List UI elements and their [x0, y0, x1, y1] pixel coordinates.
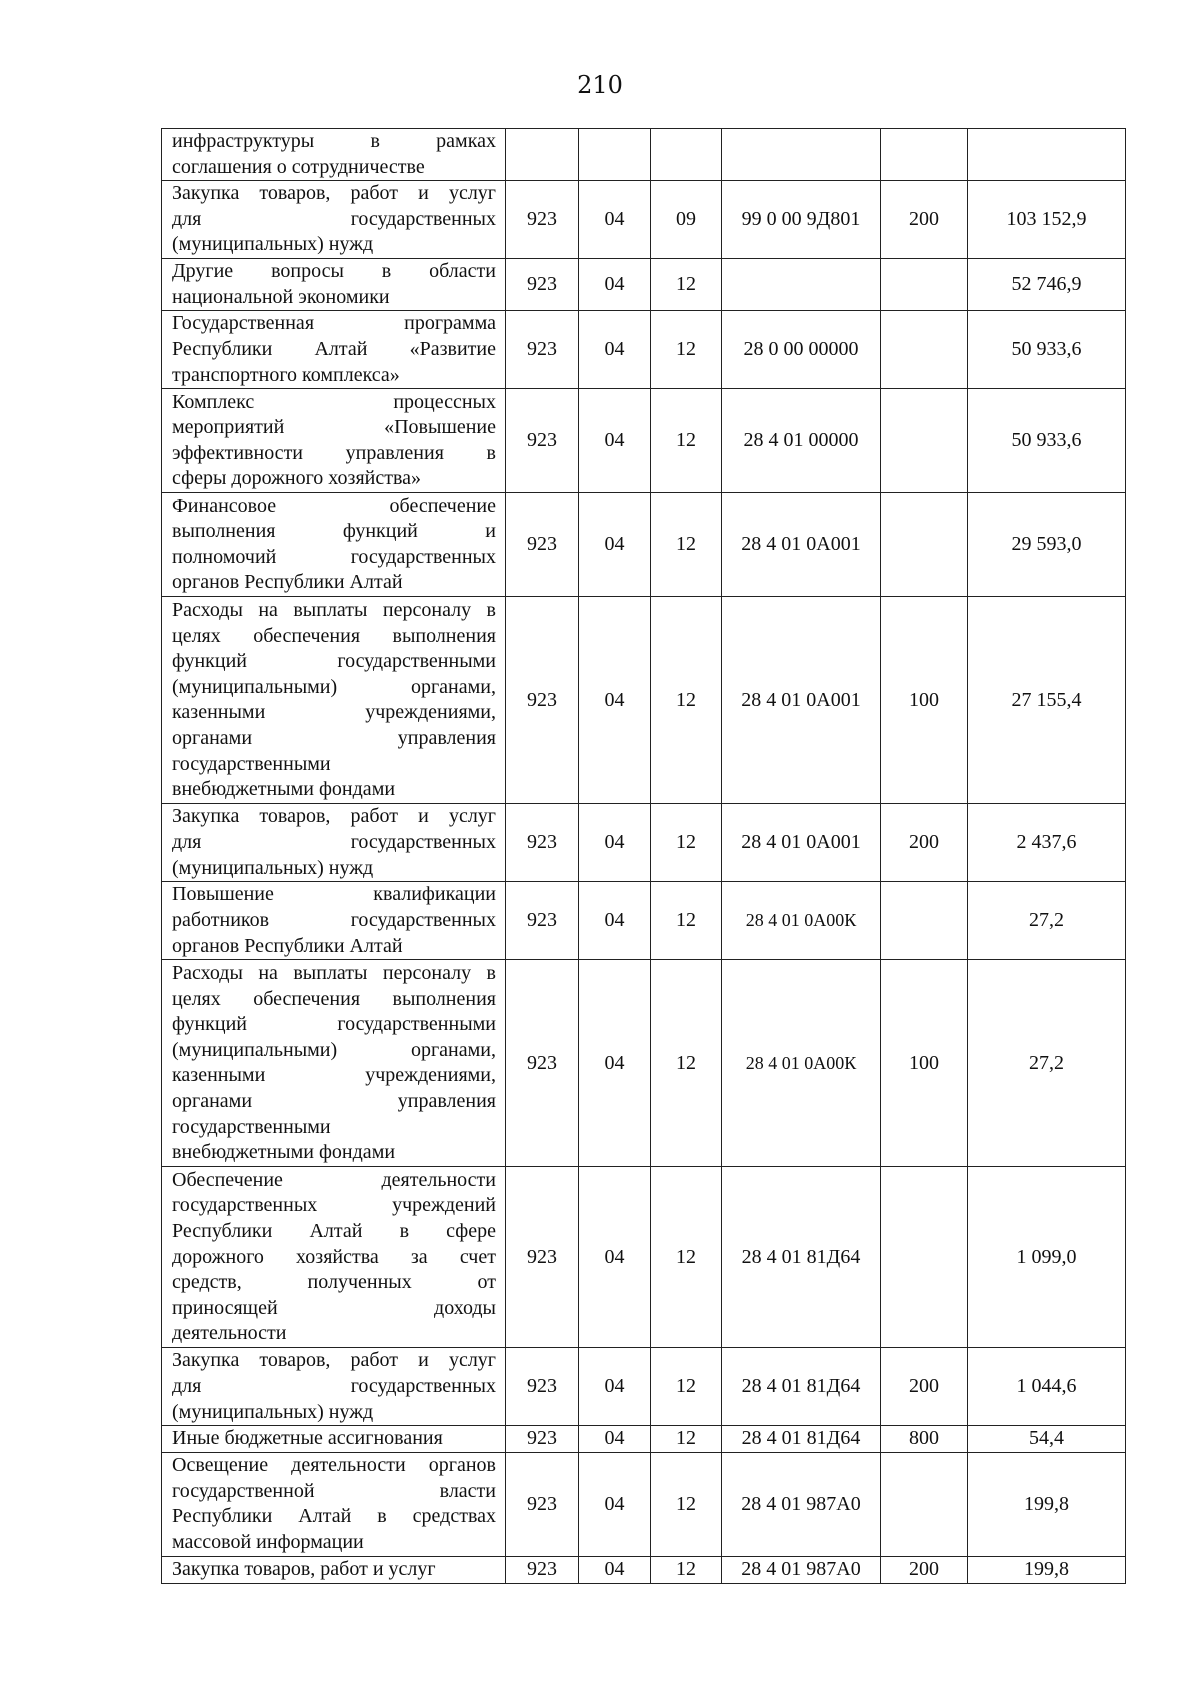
cell-target-article: 28 4 01 987А0	[722, 1452, 881, 1556]
description-line: органами управления	[172, 726, 496, 749]
row-description	[162, 597, 506, 804]
cell-admin-code: 923	[506, 311, 579, 389]
cell-section	[579, 129, 651, 181]
cell-amount: 103 152,9	[968, 181, 1126, 259]
description-line: Закупка товаров, работ и услуг	[172, 1349, 496, 1372]
table-row	[162, 493, 1126, 597]
description-line: Республики Алтай в сфере	[172, 1219, 496, 1242]
cell-subsection: 12	[651, 1426, 722, 1453]
table-row	[162, 1348, 1126, 1426]
cell-subsection	[651, 129, 722, 181]
description-line: казенными учреждениями,	[172, 1064, 496, 1087]
cell-subsection: 12	[651, 597, 722, 804]
description-line: (муниципальных) нужд	[172, 233, 374, 256]
description-line: Закупка товаров, работ и услуг	[172, 182, 496, 205]
description-line: Закупка товаров, работ и услуг	[172, 805, 496, 828]
description-line: государственных учреждений	[172, 1194, 496, 1217]
cell-amount: 50 933,6	[968, 389, 1126, 493]
cell-subsection: 12	[651, 311, 722, 389]
description-line: функций государственными	[172, 650, 496, 673]
cell-target-article: 28 4 01 81Д64	[722, 1348, 881, 1426]
description-line: сферы дорожного хозяйства»	[172, 467, 422, 490]
cell-subsection: 12	[651, 389, 722, 493]
description-line: массовой информации	[172, 1531, 364, 1554]
table-row	[162, 311, 1126, 389]
cell-section: 04	[579, 1556, 651, 1583]
description-line: государственной власти	[172, 1479, 496, 1502]
table-row	[162, 1556, 1126, 1583]
cell-expense-type	[881, 1452, 968, 1556]
cell-subsection: 12	[651, 1556, 722, 1583]
description-line: работников государственных	[172, 909, 496, 932]
cell-admin-code: 923	[506, 493, 579, 597]
cell-expense-type: 100	[881, 597, 968, 804]
cell-target-article: 28 4 01 0А00К	[722, 960, 881, 1167]
cell-amount: 27 155,4	[968, 597, 1126, 804]
description-line: Расходы на выплаты персоналу в	[172, 599, 496, 621]
cell-admin-code: 923	[506, 259, 579, 311]
row-description	[162, 1167, 506, 1348]
row-description	[162, 129, 506, 181]
cell-amount: 2 437,6	[968, 804, 1126, 882]
row-description	[162, 1452, 506, 1556]
cell-section: 04	[579, 960, 651, 1167]
cell-admin-code: 923	[506, 1167, 579, 1348]
description-line: эффективности управления в	[172, 441, 496, 464]
cell-expense-type: 200	[881, 1348, 968, 1426]
description-line: выполнения функций и	[172, 520, 496, 543]
cell-expense-type	[881, 129, 968, 181]
row-description	[162, 804, 506, 882]
cell-target-article: 28 4 01 0А00К	[722, 882, 881, 960]
cell-section: 04	[579, 311, 651, 389]
cell-admin-code: 923	[506, 181, 579, 259]
table-row	[162, 1167, 1126, 1348]
row-description	[162, 259, 506, 311]
cell-target-article: 99 0 00 9Д801	[722, 181, 881, 259]
cell-target-article	[722, 259, 881, 311]
row-description	[162, 311, 506, 389]
description-line: органов Республики Алтай	[172, 934, 403, 957]
table-row	[162, 389, 1126, 493]
description-line: Иные бюджетные ассигнования	[172, 1427, 443, 1450]
cell-section: 04	[579, 493, 651, 597]
budget-table	[161, 128, 1126, 1584]
cell-admin-code	[506, 129, 579, 181]
cell-admin-code: 923	[506, 1426, 579, 1453]
cell-section: 04	[579, 1348, 651, 1426]
cell-section: 04	[579, 181, 651, 259]
description-line: Закупка товаров, работ и услуг	[172, 1557, 436, 1580]
description-line: для государственных	[172, 1375, 496, 1398]
cell-expense-type: 200	[881, 1556, 968, 1583]
cell-target-article	[722, 129, 881, 181]
cell-section: 04	[579, 597, 651, 804]
description-line: инфраструктуры в рамках	[172, 130, 496, 152]
description-line: соглашения о сотрудничестве	[172, 155, 425, 178]
cell-expense-type: 800	[881, 1426, 968, 1453]
table-row	[162, 1426, 1126, 1453]
cell-subsection: 12	[651, 1348, 722, 1426]
row-description	[162, 1426, 506, 1453]
cell-admin-code: 923	[506, 597, 579, 804]
description-line: средств, полученных от	[172, 1271, 496, 1294]
cell-target-article: 28 4 01 81Д64	[722, 1167, 881, 1348]
cell-section: 04	[579, 1167, 651, 1348]
cell-subsection: 09	[651, 181, 722, 259]
cell-target-article: 28 0 00 00000	[722, 311, 881, 389]
cell-subsection: 12	[651, 804, 722, 882]
cell-expense-type: 200	[881, 804, 968, 882]
description-line: (муниципальных) нужд	[172, 1400, 374, 1423]
description-line: целях обеспечения выполнения	[172, 987, 496, 1010]
cell-admin-code: 923	[506, 1452, 579, 1556]
cell-expense-type: 200	[881, 181, 968, 259]
description-line: деятельности	[172, 1322, 287, 1345]
description-line: транспортного комплекса»	[172, 363, 400, 386]
table-row	[162, 960, 1126, 1167]
description-line: дорожного хозяйства за счет	[172, 1245, 496, 1268]
description-line: Республики Алтай в средствах	[172, 1505, 496, 1528]
description-line: государственными	[172, 1115, 331, 1138]
cell-section: 04	[579, 882, 651, 960]
row-description	[162, 493, 506, 597]
description-line: органами управления	[172, 1089, 496, 1112]
cell-expense-type	[881, 259, 968, 311]
cell-section: 04	[579, 804, 651, 882]
cell-subsection: 12	[651, 493, 722, 597]
cell-amount: 29 593,0	[968, 493, 1126, 597]
cell-subsection: 12	[651, 882, 722, 960]
cell-target-article: 28 4 01 0А001	[722, 597, 881, 804]
table-row	[162, 804, 1126, 882]
cell-expense-type	[881, 389, 968, 493]
row-description	[162, 1556, 506, 1583]
cell-expense-type: 100	[881, 960, 968, 1167]
description-line: Государственная программа	[172, 312, 496, 335]
cell-section: 04	[579, 1426, 651, 1453]
description-line: государственными	[172, 752, 331, 775]
description-line: (муниципальными) органами,	[172, 1038, 496, 1061]
description-line: Обеспечение деятельности	[172, 1168, 496, 1191]
cell-admin-code: 923	[506, 882, 579, 960]
description-line: функций государственными	[172, 1013, 496, 1036]
description-line: мероприятий «Повышение	[172, 416, 496, 439]
description-line: Комплекс процессных	[172, 390, 496, 413]
cell-admin-code: 923	[506, 1556, 579, 1583]
cell-expense-type	[881, 882, 968, 960]
table-row	[162, 882, 1126, 960]
cell-target-article: 28 4 01 0А001	[722, 493, 881, 597]
description-line: Расходы на выплаты персоналу в	[172, 962, 496, 984]
cell-amount: 27,2	[968, 960, 1126, 1167]
cell-target-article: 28 4 01 81Д64	[722, 1426, 881, 1453]
cell-subsection: 12	[651, 1167, 722, 1348]
description-line: (муниципальных) нужд	[172, 856, 374, 879]
cell-amount: 1 099,0	[968, 1167, 1126, 1348]
cell-expense-type	[881, 1167, 968, 1348]
cell-section: 04	[579, 389, 651, 493]
description-line: полномочий государственных	[172, 545, 496, 568]
description-line: внебюджетными фондами	[172, 778, 396, 801]
description-line: национальной экономики	[172, 285, 390, 308]
cell-amount: 27,2	[968, 882, 1126, 960]
table-row	[162, 129, 1126, 181]
table-row	[162, 597, 1126, 804]
cell-amount: 50 933,6	[968, 311, 1126, 389]
page-number: 210	[577, 71, 623, 99]
table-row	[162, 181, 1126, 259]
description-line: Другие вопросы в области	[172, 260, 496, 283]
cell-subsection: 12	[651, 259, 722, 311]
cell-amount: 54,4	[968, 1426, 1126, 1453]
cell-amount	[968, 129, 1126, 181]
table-body	[162, 129, 1126, 1584]
cell-amount: 52 746,9	[968, 259, 1126, 311]
description-line: Финансовое обеспечение	[172, 494, 496, 517]
description-line: (муниципальными) органами,	[172, 675, 496, 698]
row-description	[162, 181, 506, 259]
row-description	[162, 1348, 506, 1426]
description-line: Повышение квалификации	[172, 883, 496, 906]
cell-amount: 1 044,6	[968, 1348, 1126, 1426]
cell-subsection: 12	[651, 960, 722, 1167]
cell-target-article: 28 4 01 0А001	[722, 804, 881, 882]
description-line: Республики Алтай «Развитие	[172, 338, 496, 361]
row-description	[162, 960, 506, 1167]
description-line: целях обеспечения выполнения	[172, 624, 496, 647]
cell-section: 04	[579, 1452, 651, 1556]
cell-section: 04	[579, 259, 651, 311]
cell-admin-code: 923	[506, 960, 579, 1167]
description-line: приносящей доходы	[172, 1296, 496, 1319]
cell-admin-code: 923	[506, 804, 579, 882]
row-description	[162, 882, 506, 960]
cell-amount: 199,8	[968, 1452, 1126, 1556]
cell-admin-code: 923	[506, 389, 579, 493]
cell-expense-type	[881, 311, 968, 389]
description-line: для государственных	[172, 831, 496, 854]
cell-expense-type	[881, 493, 968, 597]
cell-subsection: 12	[651, 1452, 722, 1556]
table-row	[162, 259, 1126, 311]
cell-admin-code: 923	[506, 1348, 579, 1426]
description-line: Освещение деятельности органов	[172, 1454, 496, 1477]
description-line: казенными учреждениями,	[172, 701, 496, 724]
description-line: внебюджетными фондами	[172, 1141, 396, 1164]
description-line: для государственных	[172, 207, 496, 230]
table-row	[162, 1452, 1126, 1556]
cell-target-article: 28 4 01 987А0	[722, 1556, 881, 1583]
cell-target-article: 28 4 01 00000	[722, 389, 881, 493]
description-line: органов Республики Алтай	[172, 571, 403, 594]
row-description	[162, 389, 506, 493]
cell-amount: 199,8	[968, 1556, 1126, 1583]
